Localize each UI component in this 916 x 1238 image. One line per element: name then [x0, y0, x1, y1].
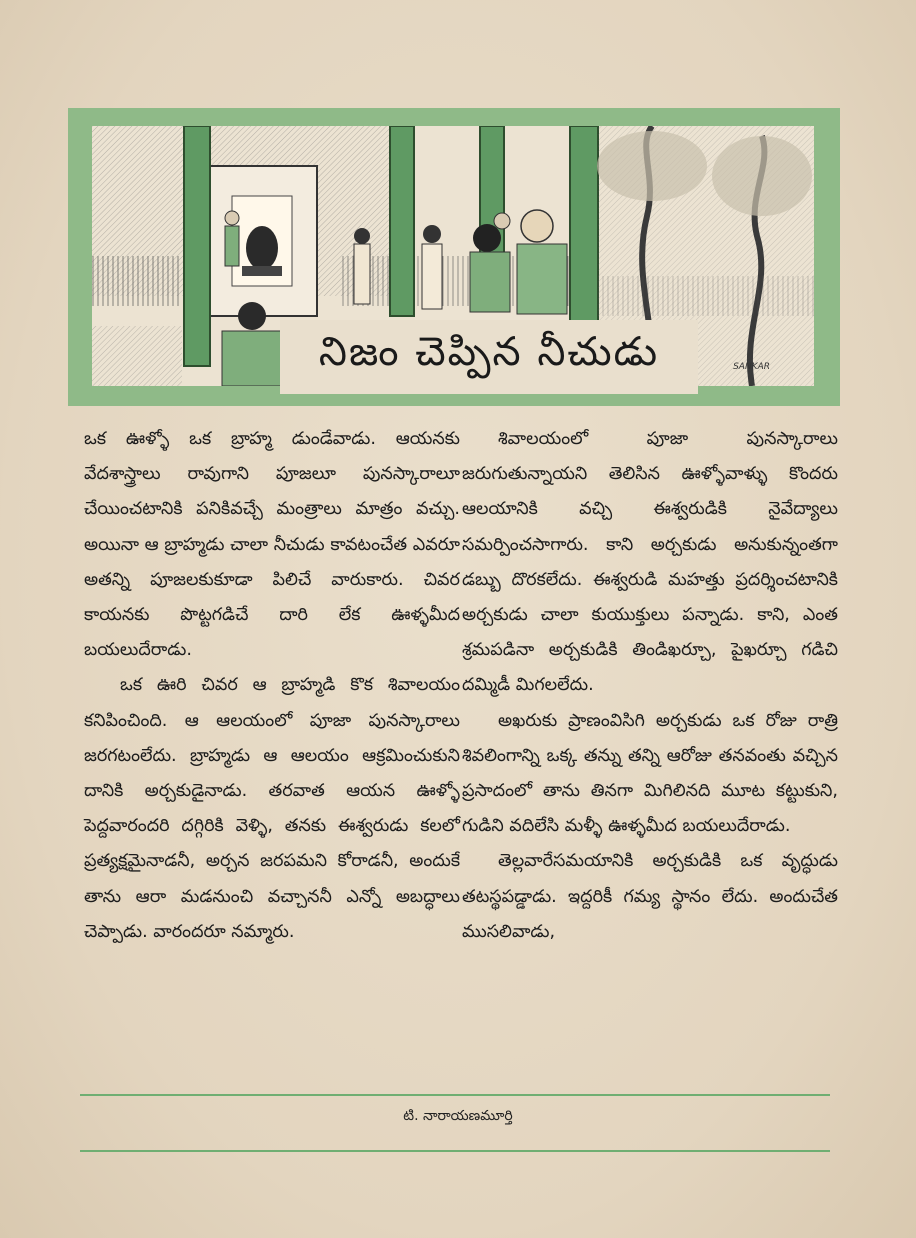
- top-divider: [80, 1094, 830, 1096]
- story-title: నిజం చెప్పిన నీచుడు: [318, 329, 660, 375]
- paragraph: అఖరుకు ప్రాణంవిసిగి అర్చకుడు ఒక రోజు రాత్రి శివలింగాన్ని ఒక్క తన్ను తన్ని ఆరోజు తనవంతు వచ్చిన ప్రసాదంలో తాను తినగా మిగిలినది మూట కట్టుకుని, గుడిని వదిలేసి మళ్ళీ ఊళ్ళమీద బయలుదేరాడు.: [462, 710, 838, 837]
- author-name: టి. నారాయణమూర్తి: [403, 1108, 513, 1124]
- illustrator-signature: SANKAR: [733, 362, 770, 372]
- story-header-banner: [68, 108, 840, 406]
- right-column: [462, 422, 838, 950]
- left-column: [84, 422, 460, 950]
- bottom-divider: [80, 1150, 830, 1152]
- story-title-box: [280, 320, 698, 394]
- paragraph: తెల్లవారేసమయానికి అర్చకుడికి ఒక వృద్ధుడు తటస్థపడ్డాడు. ఇద్దరికీ గమ్య స్థానం లేదు. అందుచేత ముసలివాడు,: [462, 851, 838, 942]
- paragraph: ఒక ఊళ్ళో ఒక బ్రాహ్మ డుండేవాడు. ఆయనకు వేదశాస్త్రాలు రావుగాని పూజలూ పునస్కారాలూ చేయించటానికి పనికివచ్చే మంత్రాలు మాత్రం వచ్చు. అయినా ఆ బ్రాహ్మడు చాలా నీచుడు కావటంచేత ఎవరూ అతన్ని పూజలకుకూడా పిలిచే వారుకారు. చివర కాయనకు పొట్టగడిచే దారి లేక ఊళ్ళమీద బయలుదేరాడు.: [84, 429, 460, 661]
- paragraph: శివాలయంలో పూజా పునస్కారాలు జరుగుతున్నాయని తెలిసిన ఊళ్ళోవాళ్ళు కొందరు ఆలయానికి వచ్చి ఈశ్వరుడికి నైవేద్యాలు సమర్పించసాగారు. కాని అర్చకుడు అనుకున్నంతగా డబ్బు దొరకలేదు. ఈశ్వరుడి మహత్తు ప్రదర్శించటానికి అర్చకుడు చాలా కుయుక్తులు పన్నాడు. కాని, ఎంత శ్రమపడినా అర్చకుడికి తిండిఖర్చూ, పైఖర్చూ గడిచి దమ్మిడీ మిగలలేదు.: [462, 429, 838, 696]
- paragraph: ఒక ఊరి చివర ఆ బ్రాహ్మడి కొక శివాలయం కనిపించింది. ఆ ఆలయంలో పూజా పునస్కారాలు జరగటంలేదు. బ్రాహ్మడు ఆ ఆలయం ఆక్రమించుకుని దానికి అర్చకుడైనాడు. తరవాత ఆయన ఊళ్ళో పెద్దవారందరి దగ్గిరికి వెళ్ళి, తనకు ఈశ్వరుడు కలలో ప్రత్యక్షమైనాడనీ, అర్చన జరపమని కోరాడనీ, అందుకే తాను ఆరా మడనుంచి వచ్చాననీ ఎన్నో అబద్ధాలు చెప్పాడు. వారందరూ నమ్మారు.: [84, 675, 460, 942]
